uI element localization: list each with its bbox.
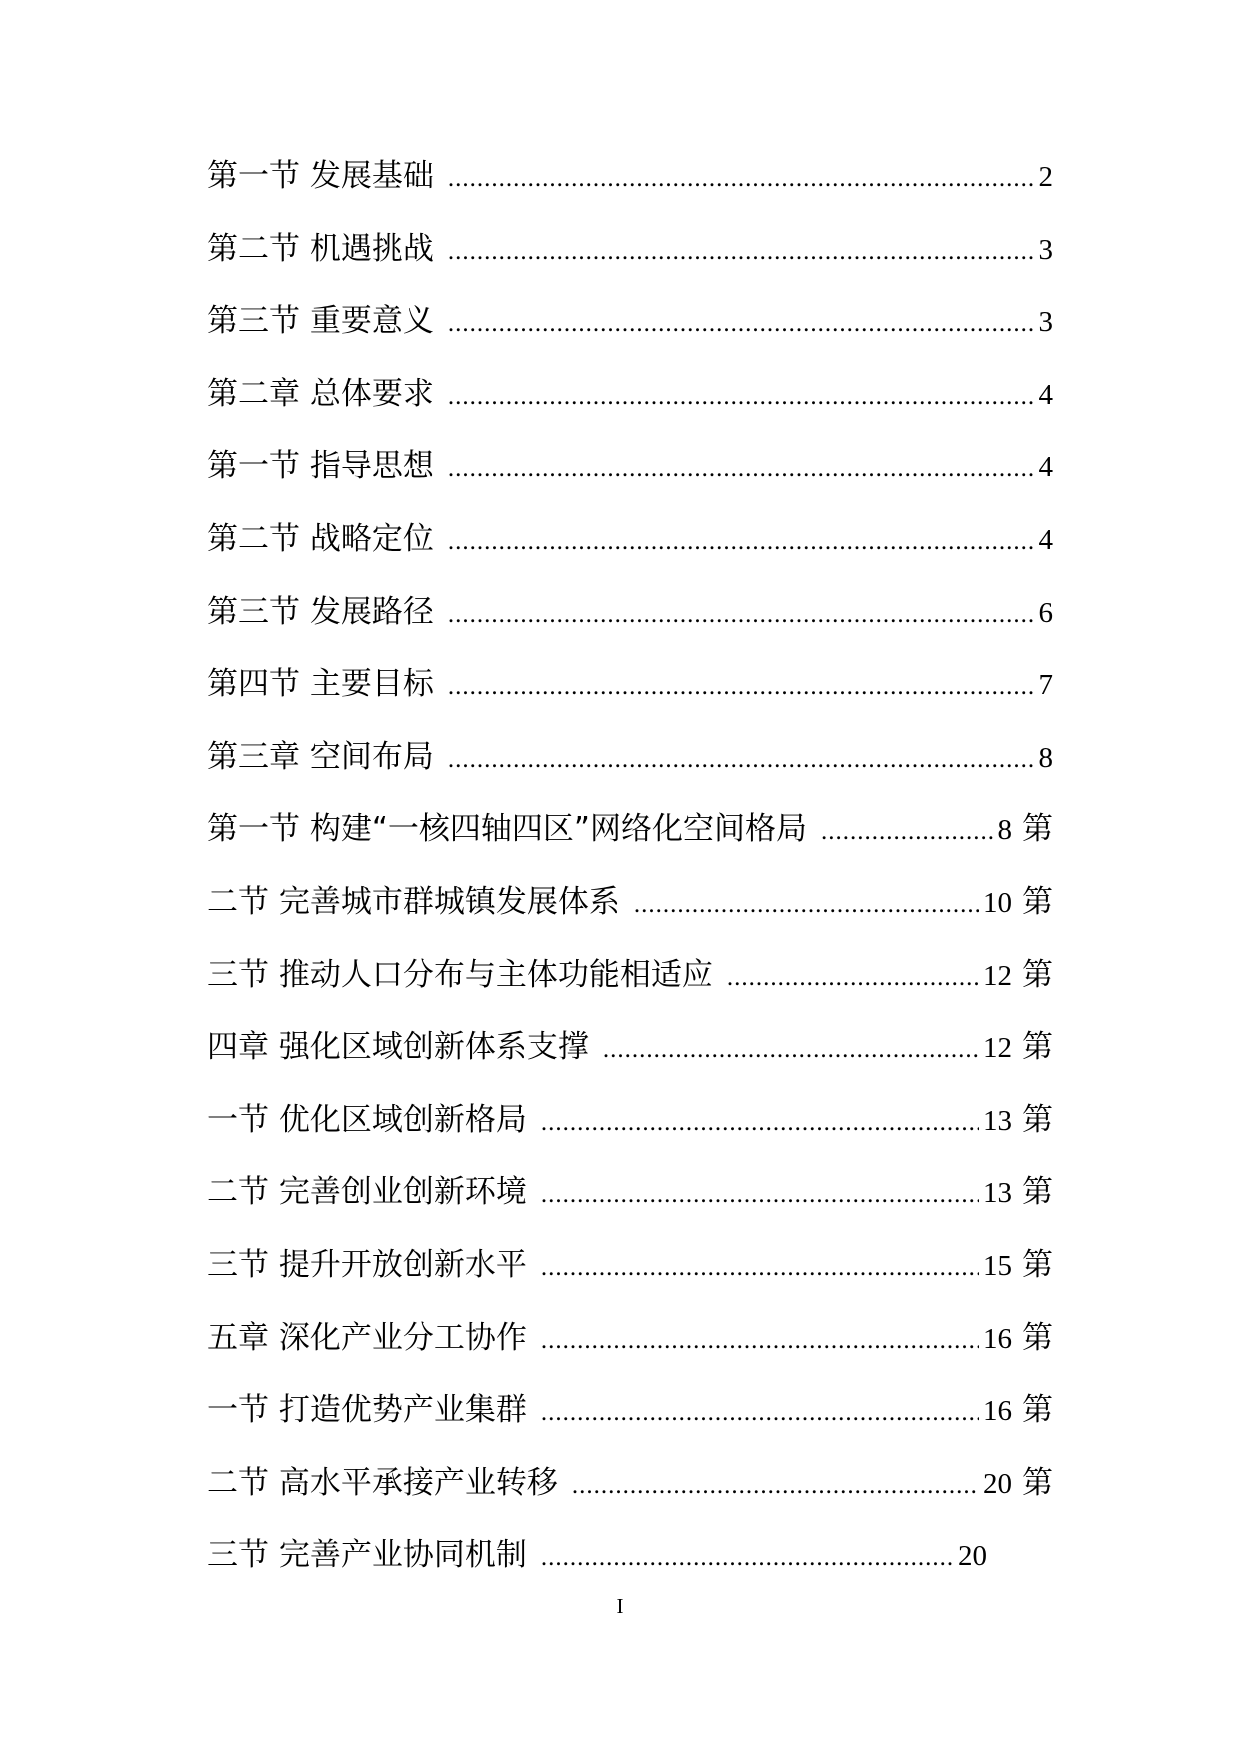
toc-entry[interactable]	[207, 1302, 1053, 1375]
dot-leader	[448, 361, 1035, 434]
toc-entry[interactable]	[207, 140, 1053, 213]
toc-entry-title: 三节 完善产业协同机制	[207, 1537, 527, 1574]
toc-entry-page: 13	[983, 1104, 1012, 1137]
dot-leader	[821, 796, 994, 869]
toc-entry[interactable]	[207, 1519, 987, 1592]
toc-entry-page: 15	[983, 1249, 1012, 1282]
toc-entry[interactable]	[207, 358, 1053, 431]
toc-entry-page: 20	[983, 1467, 1012, 1500]
dot-leader	[727, 942, 979, 1015]
toc-entry-title: 五章 深化产业分工协作	[207, 1319, 527, 1356]
toc-entry-title: 一节 打造优势产业集群	[207, 1392, 527, 1429]
toc-entry[interactable]	[207, 503, 1053, 576]
toc-entry-page: 6	[1038, 596, 1053, 629]
toc-entry-page: 10	[983, 886, 1012, 919]
toc-entry-title: 三节 提升开放创新水平	[207, 1246, 527, 1283]
toc-entry-page: 20	[958, 1540, 987, 1573]
page-number: I	[616, 1594, 624, 1618]
dot-leader	[448, 216, 1035, 289]
dot-leader	[448, 506, 1035, 579]
toc-entry-title: 第三节 重要意义	[207, 303, 434, 340]
dot-leader	[541, 1305, 979, 1378]
toc-entry-title: 第一节 指导思想	[207, 448, 434, 485]
dot-leader	[634, 869, 979, 942]
toc-entry-page: 2	[1038, 161, 1053, 193]
toc-entry-title: 二节 完善城市群城镇发展体系	[207, 883, 620, 920]
toc-entry-title: 第四节 主要目标	[207, 666, 434, 703]
toc-entry-page: 3	[1038, 233, 1053, 266]
toc-entry[interactable]	[207, 285, 1053, 358]
toc-entry-title: 第二节 机遇挑战	[207, 230, 434, 267]
toc-entry-page: 12	[983, 1032, 1012, 1065]
toc-entry[interactable]	[207, 939, 1053, 1012]
toc-entry[interactable]	[207, 1229, 1053, 1302]
toc-entry-page: 16	[983, 1395, 1012, 1428]
toc-entry[interactable]	[207, 430, 1053, 503]
toc-entry-page: 8	[1038, 741, 1053, 774]
toc-entry-wrap-prefix: 第	[1022, 1392, 1053, 1429]
toc-entry-wrap-prefix: 第	[1022, 956, 1053, 993]
toc-entry-title: 第三节 发展路径	[207, 593, 434, 630]
dot-leader	[448, 143, 1035, 216]
dot-leader	[448, 724, 1035, 797]
table-of-contents	[207, 140, 1053, 1592]
toc-entry-wrap-prefix: 第	[1022, 1246, 1053, 1283]
dot-leader	[448, 651, 1035, 724]
dot-leader	[541, 1087, 979, 1160]
toc-entry-wrap-prefix: 第	[1022, 1101, 1053, 1138]
toc-entry[interactable]	[207, 1011, 1053, 1084]
toc-entry[interactable]	[207, 721, 1053, 794]
toc-entry-page: 12	[983, 959, 1012, 992]
dot-leader	[541, 1377, 979, 1450]
toc-entry[interactable]	[207, 213, 1053, 286]
toc-entry-page: 3	[1038, 306, 1053, 339]
toc-entry-title: 三节 推动人口分布与主体功能相适应	[207, 956, 713, 993]
toc-entry-page: 16	[983, 1322, 1012, 1355]
toc-entry-title: 第一节 构建“一核四轴四区”网络化空间格局	[207, 811, 807, 848]
dot-leader	[541, 1232, 979, 1305]
toc-entry-wrap-prefix: 第	[1022, 1029, 1053, 1066]
toc-entry-title: 第二节 战略定位	[207, 520, 434, 557]
toc-entry-title: 第三章 空间布局	[207, 738, 434, 775]
dot-leader	[603, 1014, 979, 1087]
dot-leader	[448, 579, 1035, 652]
toc-entry-title: 二节 完善创业创新环境	[207, 1174, 527, 1211]
toc-entry-title: 二节 高水平承接产业转移	[207, 1464, 558, 1501]
toc-entry[interactable]	[207, 1447, 1053, 1520]
toc-entry-wrap-prefix: 第	[1022, 1174, 1053, 1211]
toc-entry-title: 四章 强化区域创新体系支撑	[207, 1029, 589, 1066]
toc-entry[interactable]	[207, 1374, 1053, 1447]
dot-leader	[448, 433, 1035, 506]
toc-entry-wrap-prefix: 第	[1022, 811, 1053, 848]
dot-leader	[448, 288, 1035, 361]
dot-leader	[572, 1450, 979, 1523]
toc-entry-wrap-prefix: 第	[1022, 1319, 1053, 1356]
toc-entry[interactable]	[207, 1084, 1053, 1157]
toc-entry-title: 第二章 总体要求	[207, 375, 434, 412]
toc-entry-page: 4	[1038, 451, 1053, 484]
toc-entry[interactable]	[207, 576, 1053, 649]
toc-entry-page: 8	[997, 814, 1012, 847]
toc-entry-page: 13	[983, 1177, 1012, 1210]
toc-entry-wrap-prefix: 第	[1022, 1464, 1053, 1501]
toc-entry[interactable]	[207, 1156, 1053, 1229]
toc-entry[interactable]	[207, 793, 1053, 866]
toc-entry[interactable]	[207, 648, 1053, 721]
toc-entry[interactable]	[207, 866, 1053, 939]
toc-entry-page: 7	[1038, 669, 1053, 702]
toc-entry-title: 一节 优化区域创新格局	[207, 1101, 527, 1138]
toc-entry-title: 第一节 发展基础	[207, 158, 434, 194]
dot-leader	[541, 1159, 979, 1232]
toc-entry-page: 4	[1038, 523, 1053, 556]
toc-entry-wrap-prefix: 第	[1022, 883, 1053, 920]
dot-leader	[541, 1522, 954, 1595]
toc-entry-page: 4	[1038, 378, 1053, 411]
